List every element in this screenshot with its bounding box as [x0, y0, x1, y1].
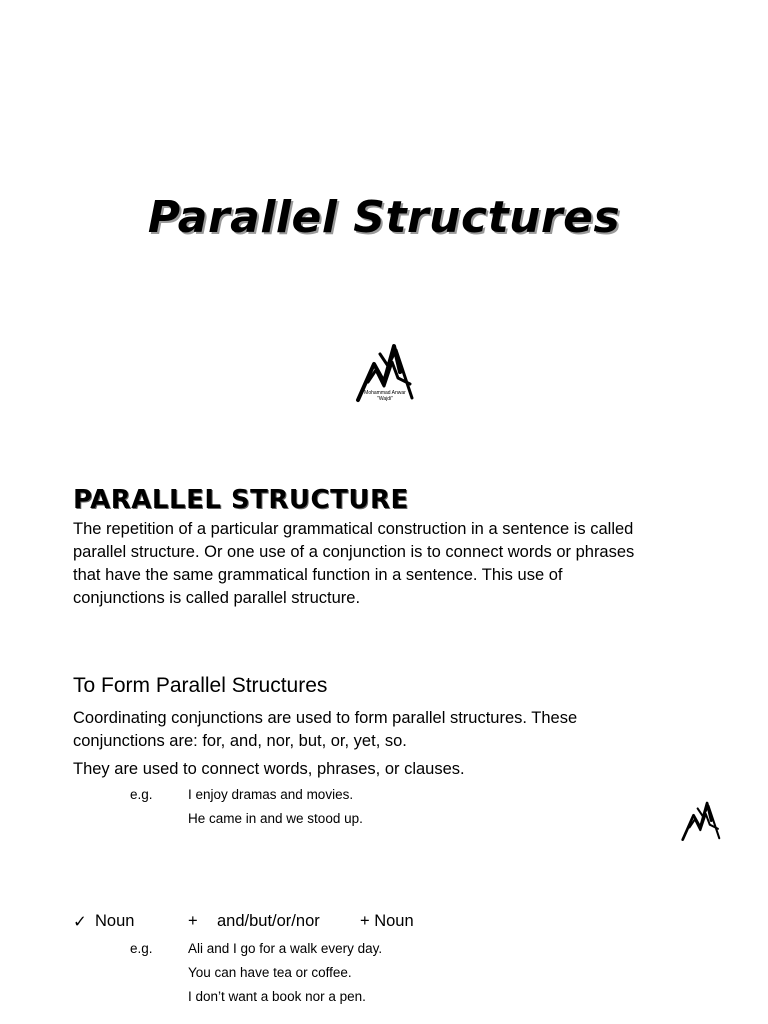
example-sentence: Ali and I go for a walk every day. — [188, 941, 383, 956]
form-heading: To Form Parallel Structures — [73, 674, 328, 697]
noun-rule — [73, 912, 473, 936]
form-intro-line: conjunctions are: for, and, nor, but, or, yet, so. — [73, 732, 407, 750]
definition-line: conjunctions is called parallel structure. — [73, 589, 361, 607]
usage-sentence: They are used to connect words, phrases, or clauses. — [73, 760, 465, 778]
example-sentence: You can have tea or coffee. — [188, 965, 352, 980]
definition-line: parallel structure. Or one use of a conjunction is to connect words or phrases — [73, 543, 635, 561]
form-intro-line: Coordinating conjunctions are used to form parallel structures. These — [73, 709, 578, 727]
form-intro-paragraph — [73, 707, 703, 753]
logo-caption-nickname: "Wajdi" — [377, 396, 393, 402]
example-sentence: I enjoy dramas and movies. — [188, 787, 354, 802]
example-label: e.g. — [130, 787, 153, 802]
definition-paragraph — [73, 518, 703, 610]
author-logo-small — [680, 800, 722, 844]
logo-caption-name: Mohammad Anwar — [364, 390, 406, 396]
definition-line: that have the same grammatical function in a sentence. This use of — [73, 566, 563, 584]
example-label: e.g. — [130, 941, 153, 956]
rule-left-term: Noun — [95, 912, 135, 930]
section-heading: PARALLEL STRUCTURE — [73, 485, 409, 515]
definition-line: The repetition of a particular grammatical construction in a sentence is called — [73, 520, 634, 538]
rule-plus: + — [188, 912, 198, 930]
rule-conjunctions: and/but/or/nor — [217, 912, 320, 930]
rule-right-term: + Noun — [360, 912, 414, 930]
checkmark-icon: ✓ — [73, 913, 87, 931]
example-sentence: I don’t want a book nor a pen. — [188, 989, 366, 1004]
example-sentence: He came in and we stood up. — [188, 811, 363, 826]
logo-caption — [354, 390, 416, 402]
page-title: Parallel Structures — [147, 192, 621, 243]
